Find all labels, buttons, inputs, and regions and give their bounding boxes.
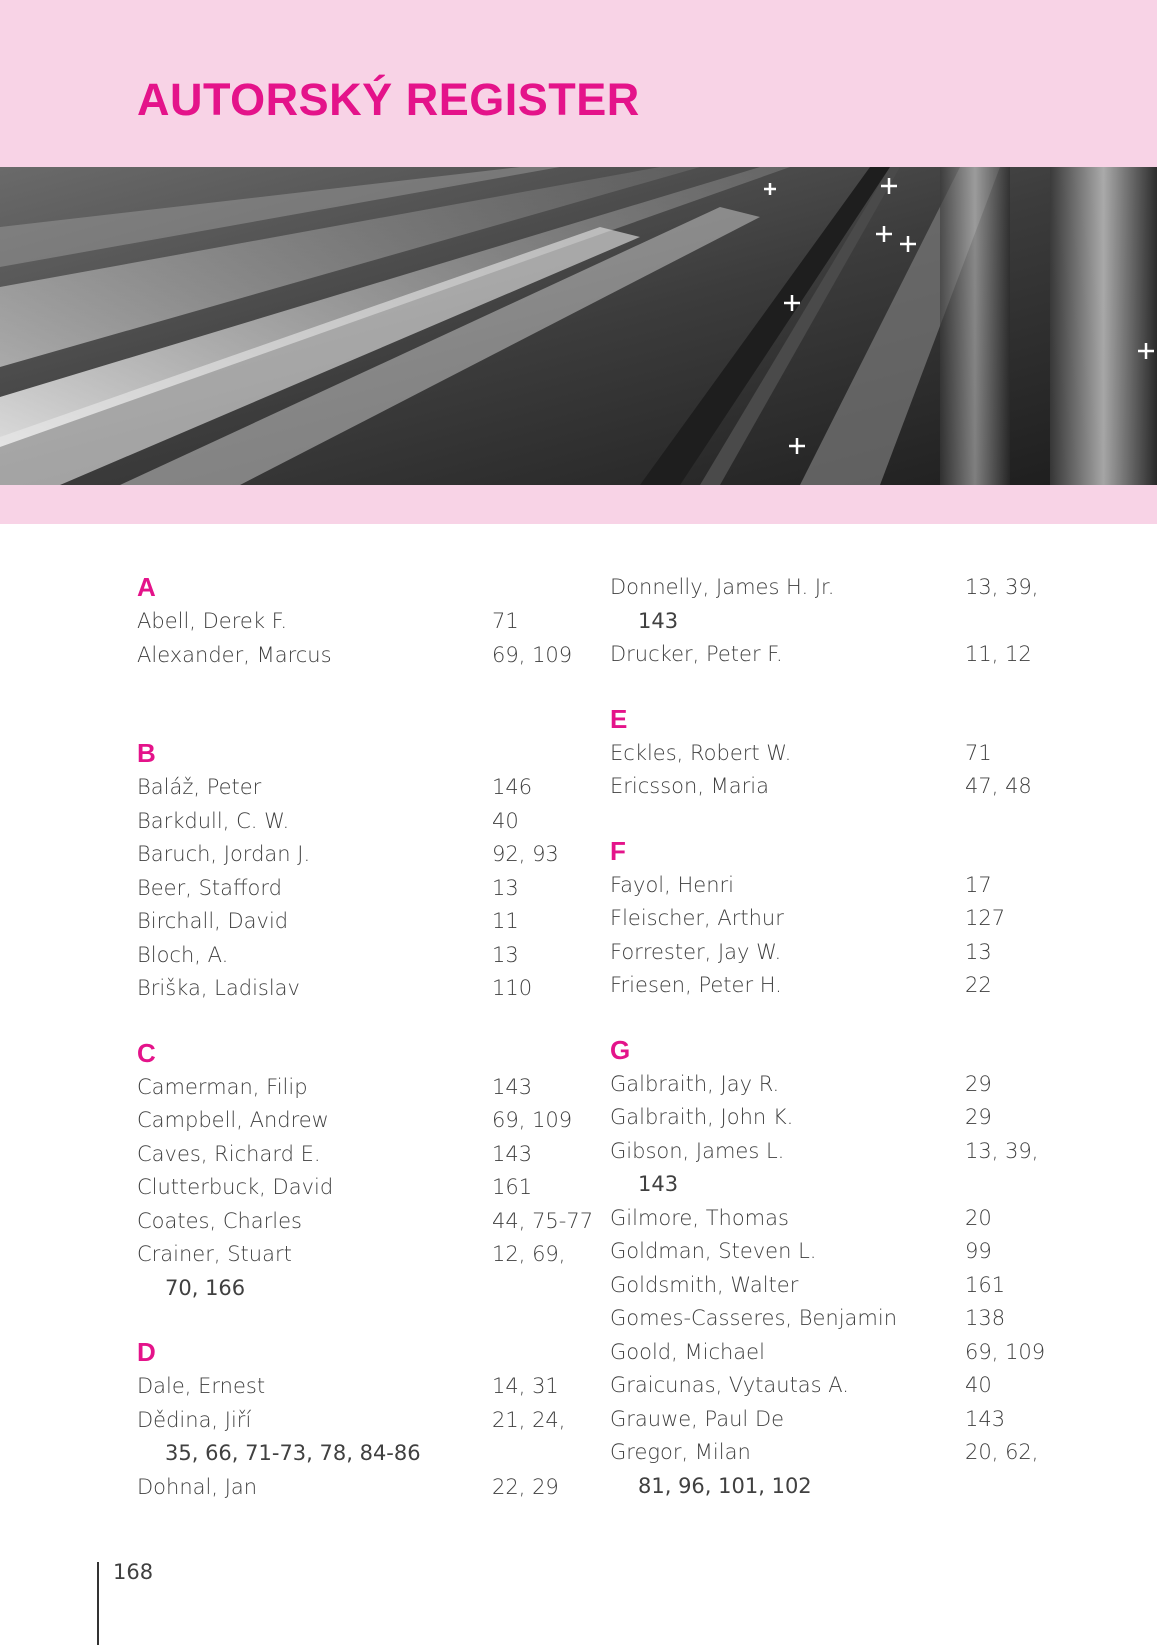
author-name: Forrester, Jay W. <box>610 939 782 964</box>
index-entry <box>137 771 617 805</box>
page-refs: 20, 62, <box>965 1440 1039 1464</box>
page-refs: 143 <box>492 1074 533 1099</box>
index-entry <box>610 1269 1090 1303</box>
index-entry <box>610 571 1090 605</box>
index-entry <box>610 1068 1090 1102</box>
index-entry <box>610 1403 1090 1437</box>
page-refs: 47, 48 <box>965 774 1032 798</box>
index-entry <box>610 1369 1090 1403</box>
index-entry <box>610 902 1090 936</box>
section-letter: A <box>137 572 156 602</box>
author-name: Campbell, Andrew <box>137 1108 329 1132</box>
page-refs-continued: 81, 96, 101, 102 <box>638 1473 812 1498</box>
author-name: Goldsmith, Walter <box>610 1272 799 1297</box>
index-entry <box>137 1205 617 1239</box>
author-name: Galbraith, Jay R. <box>610 1071 780 1096</box>
page-refs: 11, 12 <box>965 642 1032 666</box>
page-number: 168 <box>113 1560 154 1584</box>
page-refs: 161 <box>965 1272 1006 1297</box>
index-entry <box>137 1370 617 1404</box>
author-name: Donnelly, James H. Jr. <box>610 575 835 599</box>
page-refs: 71 <box>965 740 992 765</box>
author-name: Friesen, Peter H. <box>610 973 782 997</box>
author-name: Camerman, Filip <box>137 1074 308 1099</box>
index-entry <box>137 872 617 906</box>
page-refs: 12, 69, <box>492 1242 566 1266</box>
author-name: Alexander, Marcus <box>137 642 332 667</box>
section-letter: B <box>137 738 156 768</box>
author-name: Dale, Ernest <box>137 1374 266 1398</box>
page-refs: 40 <box>965 1373 992 1397</box>
author-name: Grauwe, Paul De <box>610 1406 785 1431</box>
author-name: Dědina, Jiří <box>137 1407 252 1432</box>
index-entry <box>610 936 1090 970</box>
author-name: Ericsson, Maria <box>610 774 769 798</box>
index-entry <box>137 905 617 939</box>
page-refs: 69, 109 <box>492 1108 573 1132</box>
index-entry <box>610 1235 1090 1269</box>
page-refs: 138 <box>965 1306 1006 1330</box>
page-refs: 21, 24, <box>492 1407 566 1432</box>
page-refs: 99 <box>965 1239 992 1263</box>
index-entry <box>610 869 1090 903</box>
index-entry <box>137 639 617 673</box>
section-letter: E <box>610 703 628 734</box>
page-refs: 143 <box>965 1406 1006 1431</box>
index-column-right <box>610 571 1090 1503</box>
author-name: Baruch, Jordan J. <box>137 842 311 866</box>
author-name: Clutterbuck, David <box>137 1175 334 1199</box>
author-name: Gibson, James L. <box>610 1138 785 1163</box>
author-name: Fleischer, Arthur <box>610 906 784 930</box>
author-name: Gomes-Casseres, Benjamin <box>610 1306 898 1330</box>
page-refs: 29 <box>965 1105 992 1129</box>
footer-rule <box>97 1562 99 1645</box>
index-entry <box>137 838 617 872</box>
index-entry <box>137 1471 617 1505</box>
author-name: Caves, Richard E. <box>137 1141 321 1166</box>
page-refs: 11 <box>492 909 519 933</box>
index-entry <box>610 1336 1090 1370</box>
page-refs-continued: 70, 166 <box>165 1275 246 1300</box>
index-entry <box>137 1071 617 1105</box>
index-column-left <box>137 570 617 1504</box>
section-letter: D <box>137 1337 156 1367</box>
page-refs: 13, 39, <box>965 1138 1039 1163</box>
index-entry <box>610 1202 1090 1236</box>
page-refs: 161 <box>492 1175 533 1199</box>
index-entry <box>610 969 1090 1003</box>
page-refs: 13, 39, <box>965 575 1039 599</box>
index-entry <box>137 1104 617 1138</box>
index-entry <box>610 1101 1090 1135</box>
page-title: AUTORSKÝ REGISTER <box>137 74 640 125</box>
section-letter: C <box>137 1037 156 1068</box>
page-refs-continued: 35, 66, 71-73, 78, 84-86 <box>165 1441 421 1465</box>
author-name: Eckles, Robert W. <box>610 740 792 765</box>
page-refs: 40 <box>492 808 519 833</box>
page-refs: 20 <box>965 1205 992 1230</box>
index-entry <box>610 1135 1090 1169</box>
index-entry <box>137 805 617 839</box>
author-name: Dohnal, Jan <box>137 1474 258 1499</box>
page-refs: 29 <box>965 1071 992 1096</box>
index-entry <box>610 1302 1090 1336</box>
page-refs-continued: 143 <box>638 1172 679 1196</box>
author-name: Briška, Ladislav <box>137 976 300 1000</box>
page-refs: 71 <box>492 609 519 633</box>
author-name: Baláž, Peter <box>137 775 262 799</box>
index-entry <box>610 1436 1090 1470</box>
page-refs: 22, 29 <box>492 1474 559 1499</box>
page-refs: 17 <box>965 872 992 897</box>
section-letter: G <box>610 1034 631 1065</box>
index-entry <box>137 1171 617 1205</box>
author-name: Fayol, Henri <box>610 872 734 897</box>
author-name: Coates, Charles <box>137 1208 302 1233</box>
author-name: Abell, Derek F. <box>137 609 288 633</box>
page-refs: 143 <box>492 1141 533 1166</box>
author-name: Bloch, A. <box>137 942 229 967</box>
author-name: Gilmore, Thomas <box>610 1205 789 1230</box>
author-name: Gregor, Milan <box>610 1440 751 1464</box>
page-refs: 13 <box>492 942 519 967</box>
page-refs-continued: 143 <box>638 608 679 633</box>
index-entry <box>610 770 1090 804</box>
page-refs: 22 <box>965 973 992 997</box>
page-refs: 13 <box>492 875 519 900</box>
author-name: Galbraith, John K. <box>610 1105 794 1129</box>
author-name: Birchall, David <box>137 909 289 933</box>
page-refs: 44, 75-77 <box>492 1208 594 1233</box>
index-entry <box>610 638 1090 672</box>
header-band-bottom <box>0 485 1157 524</box>
page-refs: 13 <box>965 939 992 964</box>
page-refs: 92, 93 <box>492 842 559 866</box>
page-refs: 69, 109 <box>492 642 573 667</box>
author-name: Drucker, Peter F. <box>610 642 783 666</box>
author-name: Graicunas, Vytautas A. <box>610 1373 849 1397</box>
page-refs: 14, 31 <box>492 1374 559 1398</box>
author-name: Barkdull, C. W. <box>137 808 290 833</box>
index-entry <box>137 939 617 973</box>
section-letter: F <box>610 835 626 866</box>
index-entry <box>137 972 617 1006</box>
page-refs: 146 <box>492 775 533 799</box>
index-entry <box>137 605 617 639</box>
banner-image <box>0 167 1157 485</box>
index-entry <box>610 737 1090 771</box>
page-refs: 110 <box>492 976 533 1000</box>
author-name: Goold, Michael <box>610 1339 765 1364</box>
author-name: Goldman, Steven L. <box>610 1239 817 1263</box>
author-name: Beer, Stafford <box>137 875 282 900</box>
page-refs: 69, 109 <box>965 1339 1046 1364</box>
index-entry <box>137 1238 617 1272</box>
index-entry <box>137 1138 617 1172</box>
author-name: Crainer, Stuart <box>137 1242 292 1266</box>
page-refs: 127 <box>965 906 1006 930</box>
index-entry <box>137 1404 617 1438</box>
